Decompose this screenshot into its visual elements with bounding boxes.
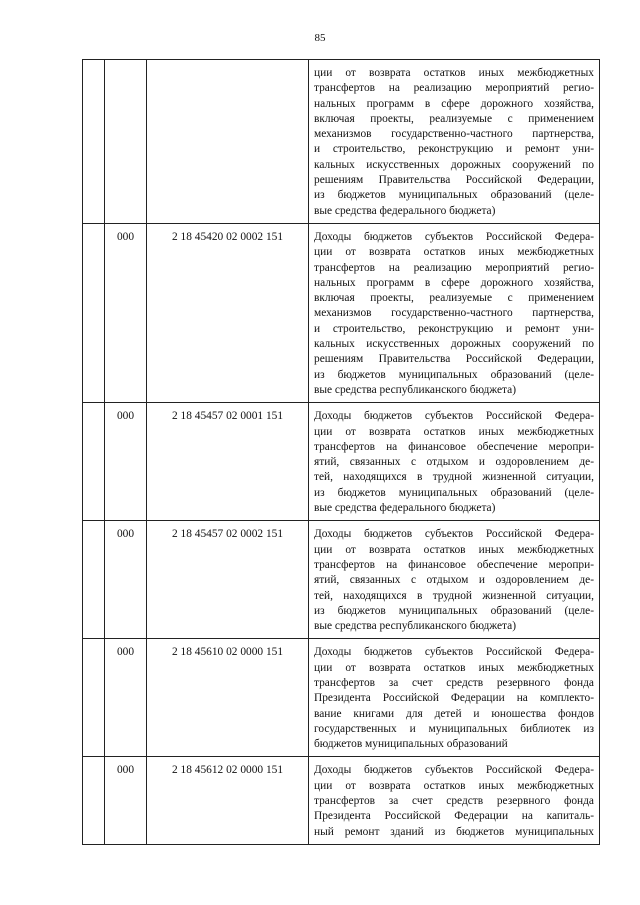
description-line: механизмов государственно-частного партнерства, [314, 307, 594, 320]
budget-classification-code-cell: 2 18 45610 02 0000 151 [147, 639, 309, 757]
table-row [83, 60, 600, 224]
description-line: и строительство, реконструкцию и ремонт уни- [314, 322, 594, 335]
description-line: решениям Правительства Российской Федерации, [314, 174, 594, 187]
description-line: бюджетов муниципальных образований [314, 738, 508, 751]
description-line: нальных программ в сфере дорожного хозяйства, [314, 97, 594, 110]
description-line: ции от возврата остатков иных межбюджетных [314, 425, 594, 438]
description-line: вание книгами для детей и юношества фондов [314, 707, 594, 720]
revenue-description-cell [309, 757, 600, 844]
budget-classification-code-cell: 2 18 45420 02 0002 151 [147, 223, 309, 402]
administrator-code-cell [105, 60, 147, 224]
row-number-cell [83, 403, 105, 521]
description-line: трансфертов на реализацию мероприятий регио- [314, 82, 594, 95]
administrator-code-cell: 000 [105, 223, 147, 402]
administrator-code-cell: 000 [105, 757, 147, 844]
description-line: ции от возврата остатков иных межбюджетных [314, 779, 594, 792]
description-line: Доходы бюджетов субъектов Российской Федера- [314, 764, 594, 777]
description-line: из бюджетов муниципальных образований (целе- [314, 368, 594, 381]
description-line: и строительство, реконструкцию и ремонт уни- [314, 143, 594, 156]
description-line: кальных искусственных дорожных сооружений по [314, 158, 594, 171]
row-number-cell [83, 223, 105, 402]
description-line: трансфертов на финансовое обеспечение меропри- [314, 558, 594, 571]
description-line: включая проекты, реализуемые с применением [314, 112, 594, 125]
revenue-classification-table [82, 59, 600, 845]
description-line: вые средства федерального бюджета) [314, 204, 496, 217]
description-line: Доходы бюджетов субъектов Российской Федера- [314, 230, 594, 243]
row-number-cell [83, 757, 105, 844]
revenue-description-cell [309, 521, 600, 639]
description-line: из бюджетов муниципальных образований (целе- [314, 486, 594, 499]
row-number-cell [83, 60, 105, 224]
description-line: включая проекты, реализуемые с применением [314, 292, 594, 305]
table-body [83, 60, 600, 845]
budget-classification-code-cell: 2 18 45457 02 0001 151 [147, 403, 309, 521]
revenue-description-cell [309, 639, 600, 757]
description-line: ции от возврата остатков иных межбюджетных [314, 543, 594, 556]
description-line: ции от возврата остатков иных межбюджетных [314, 246, 594, 259]
table-row [83, 639, 600, 757]
administrator-code-cell: 000 [105, 403, 147, 521]
description-line: кальных искусственных дорожных сооружений по [314, 338, 594, 351]
table-row [83, 521, 600, 639]
description-line: тей, находящихся в трудной жизненной ситуации, [314, 471, 594, 484]
table-row [83, 757, 600, 844]
description-line: Президента Российской Федерации на капиталь- [314, 810, 594, 823]
description-line: вые средства республиканского бюджета) [314, 620, 516, 633]
budget-classification-code-cell: 2 18 45612 02 0000 151 [147, 757, 309, 844]
description-line: ятий, связанных с отдыхом и оздоровлением де- [314, 574, 594, 587]
description-line: нальных программ в сфере дорожного хозяйства, [314, 276, 594, 289]
table-row [83, 223, 600, 402]
description-line: решениям Правительства Российской Федерации, [314, 353, 594, 366]
description-line: трансфертов за счет средств резервного фонда [314, 795, 594, 808]
description-line: ный ремонт зданий из бюджетов муниципальных [314, 825, 594, 838]
description-line: Доходы бюджетов субъектов Российской Федера- [314, 646, 594, 659]
description-line: ятий, связанных с отдыхом и оздоровлением де- [314, 456, 594, 469]
administrator-code-cell: 000 [105, 521, 147, 639]
row-number-cell [83, 521, 105, 639]
revenue-description-cell [309, 60, 600, 224]
description-line: механизмов государственно-частного партнерства, [314, 128, 594, 141]
description-line: Доходы бюджетов субъектов Российской Федера- [314, 410, 594, 423]
description-line: ции от возврата остатков иных межбюджетных [314, 67, 594, 79]
page-number: 85 [314, 32, 326, 44]
description-line: трансфертов на финансовое обеспечение меропри- [314, 440, 594, 453]
table-row [83, 403, 600, 521]
administrator-code-cell: 000 [105, 639, 147, 757]
description-line: тей, находящихся в трудной жизненной ситуации, [314, 589, 594, 602]
description-line: трансфертов за счет средств резервного фонда [314, 676, 594, 689]
description-line: вые средства федерального бюджета) [314, 502, 496, 515]
description-line: вые средства республиканского бюджета) [314, 383, 516, 396]
revenue-description-cell [309, 223, 600, 402]
description-line: трансфертов на реализацию мероприятий регио- [314, 261, 594, 274]
description-line: Президента Российской Федерации на комплекто- [314, 692, 594, 705]
budget-classification-code-cell [147, 60, 309, 224]
description-line: из бюджетов муниципальных образований (целе- [314, 189, 594, 202]
revenue-description-cell [309, 403, 600, 521]
description-line: государственных и муниципальных библиотек из [314, 722, 594, 735]
description-line: Доходы бюджетов субъектов Российской Федера- [314, 528, 594, 541]
description-line: ции от возврата остатков иных межбюджетных [314, 661, 594, 674]
row-number-cell [83, 639, 105, 757]
description-line: из бюджетов муниципальных образований (целе- [314, 604, 594, 617]
budget-classification-code-cell: 2 18 45457 02 0002 151 [147, 521, 309, 639]
